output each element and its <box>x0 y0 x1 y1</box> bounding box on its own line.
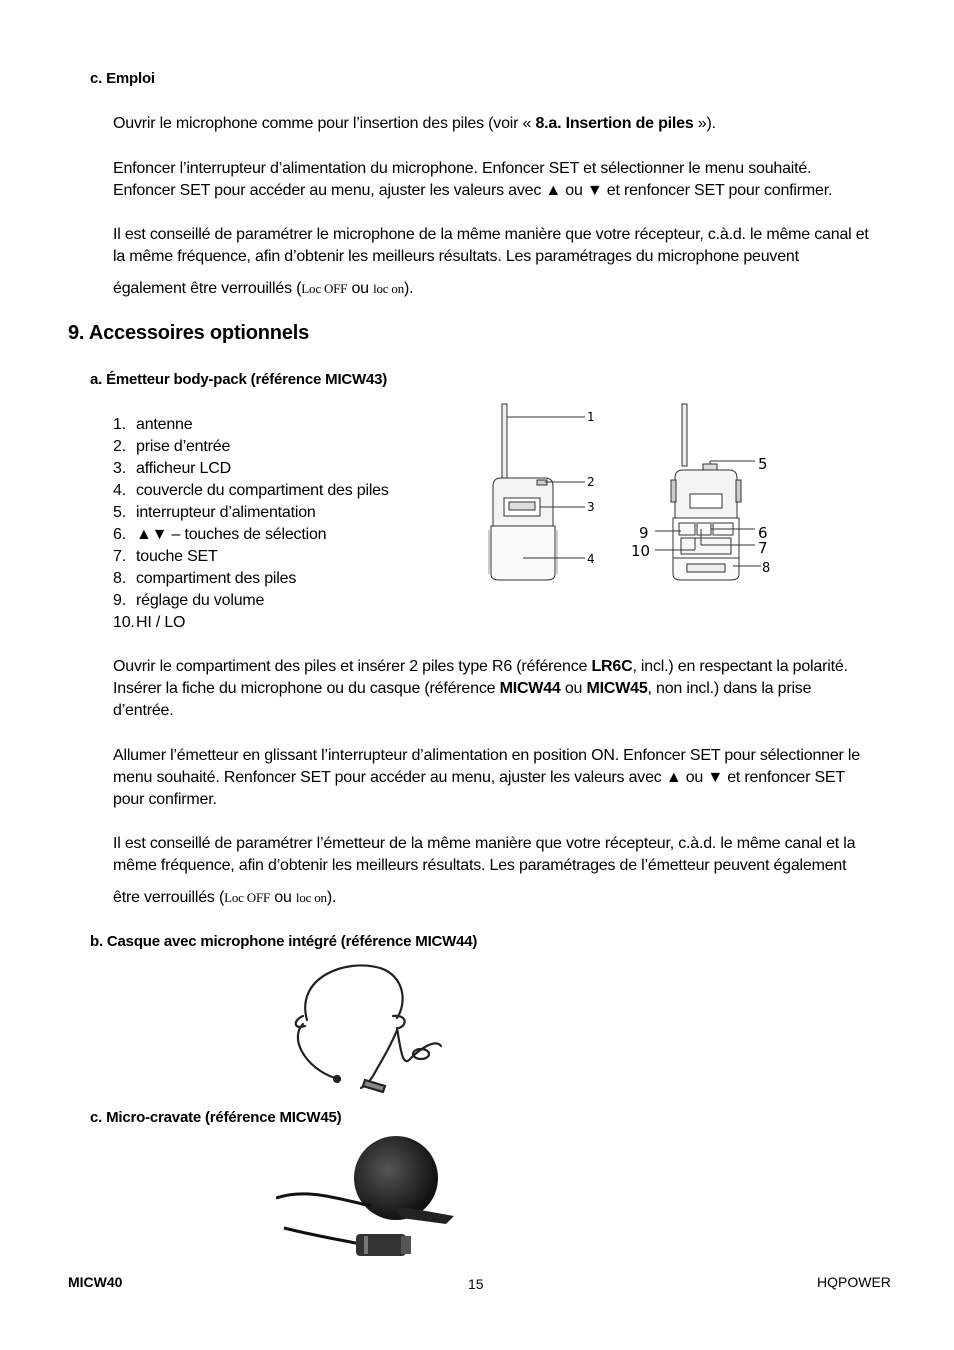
footer-brand: HQPOWER <box>817 1274 891 1290</box>
list-item: 4. couvercle du compartiment des piles <box>113 482 389 499</box>
bodypack-paragraph-3 <box>113 833 893 909</box>
text: ). <box>404 280 414 297</box>
callout-3: 3 <box>587 500 595 514</box>
list-item: 9. réglage du volume <box>113 592 265 609</box>
battery-cover-left <box>491 526 555 580</box>
text-line <box>113 278 893 300</box>
text: Ouvrir le microphone comme pour l’insertion des piles (voir « <box>113 115 536 132</box>
bodypack-paragraph-1 <box>113 656 893 722</box>
text: »). <box>693 115 716 132</box>
cable <box>397 1028 441 1061</box>
text-line: Ouvrir le compartiment des piles et insérer 2 piles type R6 (référence LR6C, incl.) en respectant la polarité. <box>113 658 848 675</box>
footer-model: MICW40 <box>68 1274 123 1290</box>
headset-image <box>285 958 450 1093</box>
lcd-text-loc-on: loc on <box>373 281 405 296</box>
text-line: d’entrée. <box>113 702 174 719</box>
text: ou <box>347 280 374 297</box>
callout-5: 5 <box>758 455 768 473</box>
parts-list <box>113 414 389 634</box>
text-line: pour confirmer. <box>113 791 217 808</box>
list-item: 10.HI / LO <box>113 614 186 631</box>
emploi-paragraph-2 <box>113 158 893 202</box>
boom-arm <box>298 1024 335 1078</box>
lcd-text-loc-off: Loc OFF <box>301 281 348 296</box>
list-item: 5. interrupteur d’alimentation <box>113 504 316 521</box>
footer-page-number: 15 <box>468 1276 484 1292</box>
list-item: 8. compartiment des piles <box>113 570 297 587</box>
emploi-paragraph-3 <box>113 224 893 300</box>
section-c-heading: c. Emploi <box>90 70 155 87</box>
callout-10: 10 <box>631 542 651 560</box>
list-item: 7. touche SET <box>113 548 218 565</box>
callout-9: 9 <box>639 524 649 542</box>
text-line: la même fréquence, afin d’obtenir les meilleurs résultats. Les paramétrages du microphone peuvent <box>113 248 799 265</box>
section-b-heading: b. Casque avec microphone intégré (référence MICW44) <box>90 933 478 950</box>
xlr-connector <box>356 1234 406 1256</box>
text-line: menu souhaité. Renfoncer SET pour accéder au menu, ajuster les valeurs avec ▲ ou ▼ et renfoncer SET <box>113 769 845 786</box>
callout-8: 8 <box>762 561 771 576</box>
callout-7: 7 <box>758 539 768 557</box>
text-line: Enfoncer l’interrupteur d’alimentation du microphone. Enfoncer SET et sélectionner le menu souhaité. <box>113 160 812 177</box>
text-line: Enfoncer SET pour accéder au menu, ajuster les valeurs avec ▲ ou ▼ et renfoncer SET pour confirmer. <box>113 182 833 199</box>
list-item: 6. ▲▼ – touches de sélection <box>113 526 327 543</box>
text-line: Allumer l’émetteur en glissant l’interrupteur d’alimentation en position ON. Enfoncer SET pour sélectionner le <box>113 747 860 764</box>
list-item: 1. antenne <box>113 416 193 433</box>
antenna-left <box>502 404 507 482</box>
headband <box>305 965 402 1020</box>
bodypack-diagram <box>485 398 785 588</box>
text-line: Il est conseillé de paramétrer le microphone de la même manière que votre récepteur, c.à.d. le même canal et <box>113 226 869 243</box>
text-line: être verrouillés (Loc OFF ou loc on). <box>113 889 337 906</box>
callout-2: 2 <box>587 475 595 489</box>
lavalier-mic-image <box>276 1136 466 1276</box>
lcd-text-loc-off: Loc OFF <box>224 890 271 905</box>
section-a-heading: a. Émetteur body-pack (référence MICW43) <box>90 371 388 388</box>
list-item: 2. prise d’entrée <box>113 438 231 455</box>
emploi-paragraph-1 <box>113 113 893 135</box>
callout-6: 6 <box>758 524 768 542</box>
section-c-lavalier-heading: c. Micro-cravate (référence MICW45) <box>90 1109 342 1126</box>
text-line: même fréquence, afin d’obtenir les meilleurs résultats. Les paramétrages de l’émetteur peuvent également <box>113 857 847 874</box>
section-9-heading: 9. Accessoires optionnels <box>68 322 310 344</box>
callout-1: 1 <box>587 410 595 424</box>
text-line: Insérer la fiche du microphone ou du casque (référence MICW44 ou MICW45, non incl.) dans la prise <box>113 680 812 697</box>
lcd-text-loc-on: loc on <box>295 890 327 905</box>
list-item: 3. afficheur LCD <box>113 460 231 477</box>
antenna-right <box>682 404 687 466</box>
callout-4: 4 <box>587 552 595 566</box>
bodypack-paragraph-2 <box>113 745 893 811</box>
text: également être verrouillés ( <box>113 280 302 297</box>
reference-link-text: 8.a. Insertion de piles <box>535 115 694 132</box>
text-line: Il est conseillé de paramétrer l’émetteur de la même manière que votre récepteur, c.à.d. le même canal et la <box>113 835 856 852</box>
mic-cable <box>276 1194 371 1206</box>
